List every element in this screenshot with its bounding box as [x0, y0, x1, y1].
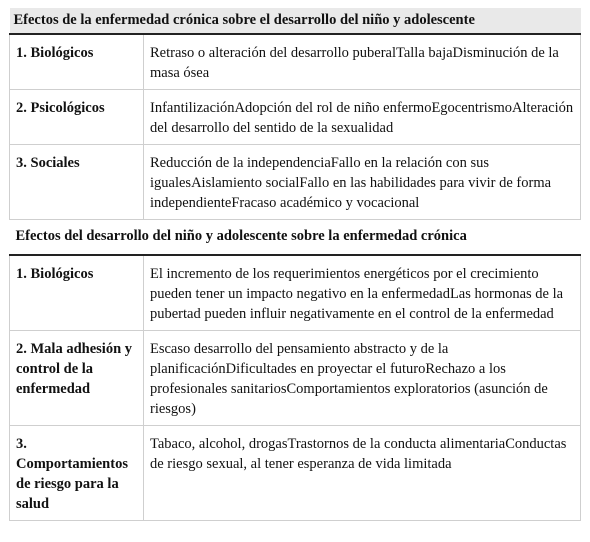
table-row [10, 331, 581, 426]
category-description: El incremento de los requerimientos energéticos por el crecimiento pueden tener un impacto negativo en la enfermedadLas hormonas de la pubertad pueden influir negativamente en el control de la enfermedad [144, 255, 581, 331]
section-heading-effects-of-development: Efectos del desarrollo del niño y adolescente sobre la enfermedad crónica [10, 220, 581, 256]
category-label: 3. Sociales [10, 145, 144, 220]
table-row [10, 34, 581, 90]
category-description: Reducción de la independenciaFallo en la relación con sus igualesAislamiento socialFallo en las habilidades para vivir de forma independienteFracaso académico y vocacional [144, 145, 581, 220]
table-row [10, 90, 581, 145]
category-description: InfantilizaciónAdopción del rol de niño enfermoEgocentrismoAlteración del desarrollo del sentido de la sexualidad [144, 90, 581, 145]
category-label: 2. Mala adhesión y control de la enfermedad [10, 331, 144, 426]
category-label: 1. Biológicos [10, 34, 144, 90]
category-description: Escaso desarrollo del pensamiento abstracto y de la planificaciónDificultades en proyectar el futuroRechazo a los profesionales sanitariosComportamientos exploratorios (asunción de riesgos) [144, 331, 581, 426]
table-row [10, 145, 581, 220]
category-label: 1. Biológicos [10, 255, 144, 331]
section-header-row [10, 8, 581, 34]
table-row [10, 426, 581, 521]
section-header-row [10, 220, 581, 256]
category-label: 3. Comportamientos de riesgo para la salud [10, 426, 144, 521]
category-description: Tabaco, alcohol, drogasTrastornos de la conducta alimentariaConductas de riesgo sexual, al tener esperanza de vida limitada [144, 426, 581, 521]
section-heading-effects-of-disease: Efectos de la enfermedad crónica sobre el desarrollo del niño y adolescente [10, 8, 581, 34]
table-row [10, 255, 581, 331]
category-description: Retraso o alteración del desarrollo puberalTalla bajaDisminución de la masa ósea [144, 34, 581, 90]
effects-table [9, 8, 581, 521]
category-label: 2. Psicológicos [10, 90, 144, 145]
